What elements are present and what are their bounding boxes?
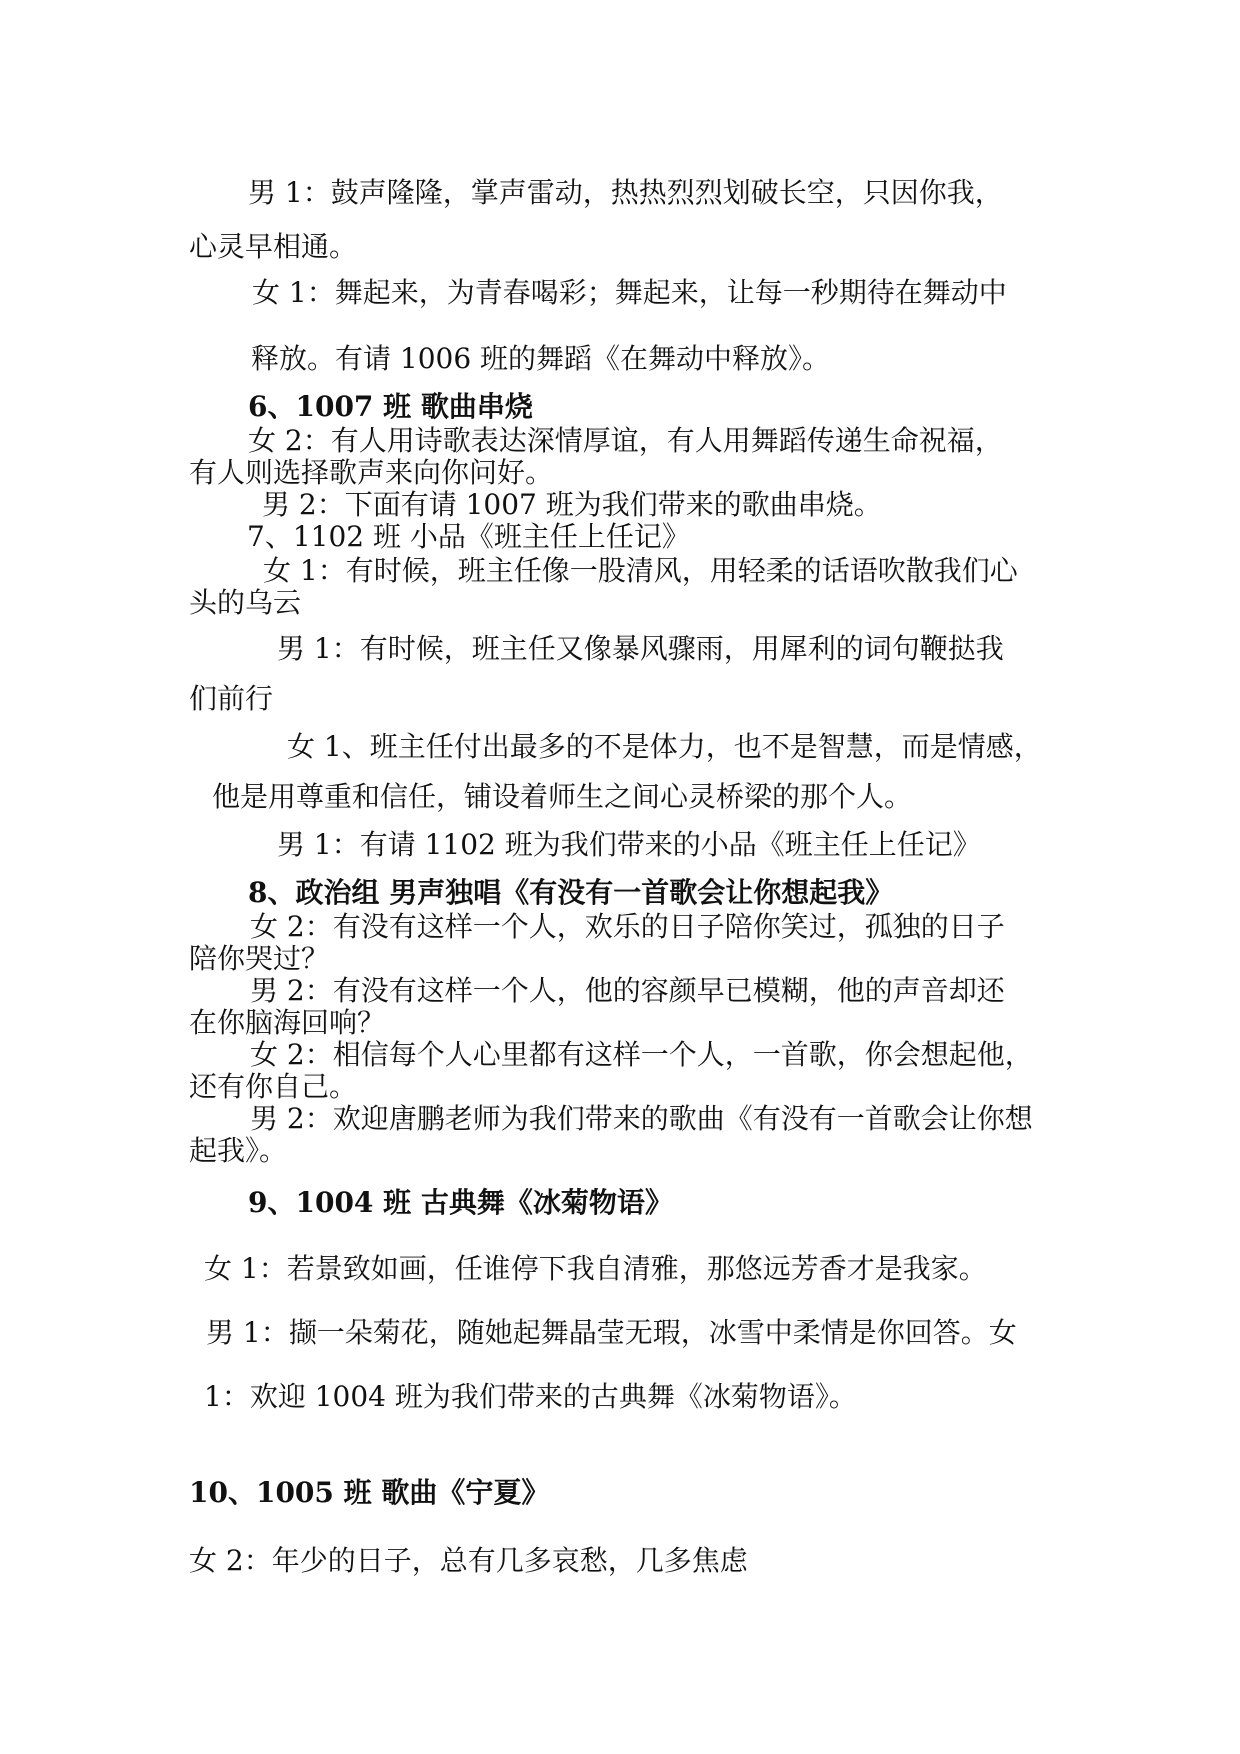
section-heading: 9、1004 班 古典舞《冰菊物语》 bbox=[248, 1186, 673, 1219]
paragraph-line: 头的乌云 bbox=[189, 586, 302, 619]
paragraph-line: 男 1：有请 1102 班为我们带来的小品《班主任上任记》 bbox=[277, 828, 981, 861]
paragraph-line: 女 1：有时候，班主任像一股清风，用轻柔的话语吹散我们心 bbox=[263, 554, 1018, 587]
paragraph-line: 男 1：鼓声隆隆，掌声雷动，热热烈烈划破长空，只因你我， bbox=[248, 176, 1003, 209]
section-heading: 6、1007 班 歌曲串烧 bbox=[248, 390, 533, 423]
paragraph-line: 释放。有请 1006 班的舞蹈《在舞动中释放》。 bbox=[251, 342, 831, 375]
paragraph-line: 女 1：舞起来，为青春喝彩；舞起来，让每一秒期待在舞动中 bbox=[252, 276, 1007, 309]
paragraph-line: 起我》。 bbox=[189, 1134, 288, 1167]
section-heading: 8、政治组 男声独唱《有没有一首歌会让你想起我》 bbox=[248, 876, 894, 909]
paragraph-line: 们前行 bbox=[189, 682, 274, 715]
paragraph-line: 男 1：有时候，班主任又像暴风骤雨，用犀利的词句鞭挞我 bbox=[277, 632, 1004, 665]
paragraph-line: 在你脑海回响？ bbox=[189, 1006, 386, 1039]
paragraph-line: 1：欢迎 1004 班为我们带来的古典舞《冰菊物语》。 bbox=[204, 1380, 857, 1413]
paragraph-line: 女 2：有没有这样一个人，欢乐的日子陪你笑过，孤独的日子 bbox=[250, 910, 1005, 943]
paragraph-line: 女 2：相信每个人心里都有这样一个人，一首歌，你会想起他， bbox=[250, 1038, 1033, 1071]
paragraph-line: 有人则选择歌声来向你问好。 bbox=[189, 456, 554, 489]
paragraph-line: 男 2：有没有这样一个人，他的容颜早已模糊，他的声音却还 bbox=[250, 974, 1005, 1007]
paragraph-line: 女 2：有人用诗歌表达深情厚谊，有人用舞蹈传递生命祝福， bbox=[248, 424, 1003, 457]
paragraph-line: 男 1：撷一朵菊花，随她起舞晶莹无瑕，冰雪中柔情是你回答。女 bbox=[206, 1316, 1017, 1349]
paragraph-line: 女 1：若景致如画，任谁停下我自清雅，那悠远芳香才是我家。 bbox=[204, 1252, 987, 1285]
section-heading: 7、1102 班 小品《班主任上任记》 bbox=[247, 520, 690, 553]
paragraph-line: 陪你哭过？ bbox=[189, 942, 330, 975]
paragraph-line: 还有你自己。 bbox=[189, 1070, 358, 1103]
section-heading: 10、1005 班 歌曲《宁夏》 bbox=[189, 1476, 550, 1509]
paragraph-line: 女 2：年少的日子，总有几多哀愁，几多焦虑 bbox=[189, 1544, 748, 1577]
paragraph-line: 男 2：欢迎唐鹏老师为我们带来的歌曲《有没有一首歌会让你想 bbox=[250, 1102, 1033, 1135]
paragraph-line: 心灵早相通。 bbox=[189, 230, 358, 263]
paragraph-line: 女 1、班主任付出最多的不是体力，也不是智慧，而是情感， bbox=[287, 730, 1042, 763]
paragraph-line: 他是用尊重和信任，铺设着师生之间心灵桥梁的那个人。 bbox=[212, 780, 913, 813]
paragraph-line: 男 2：下面有请 1007 班为我们带来的歌曲串烧。 bbox=[262, 488, 882, 521]
